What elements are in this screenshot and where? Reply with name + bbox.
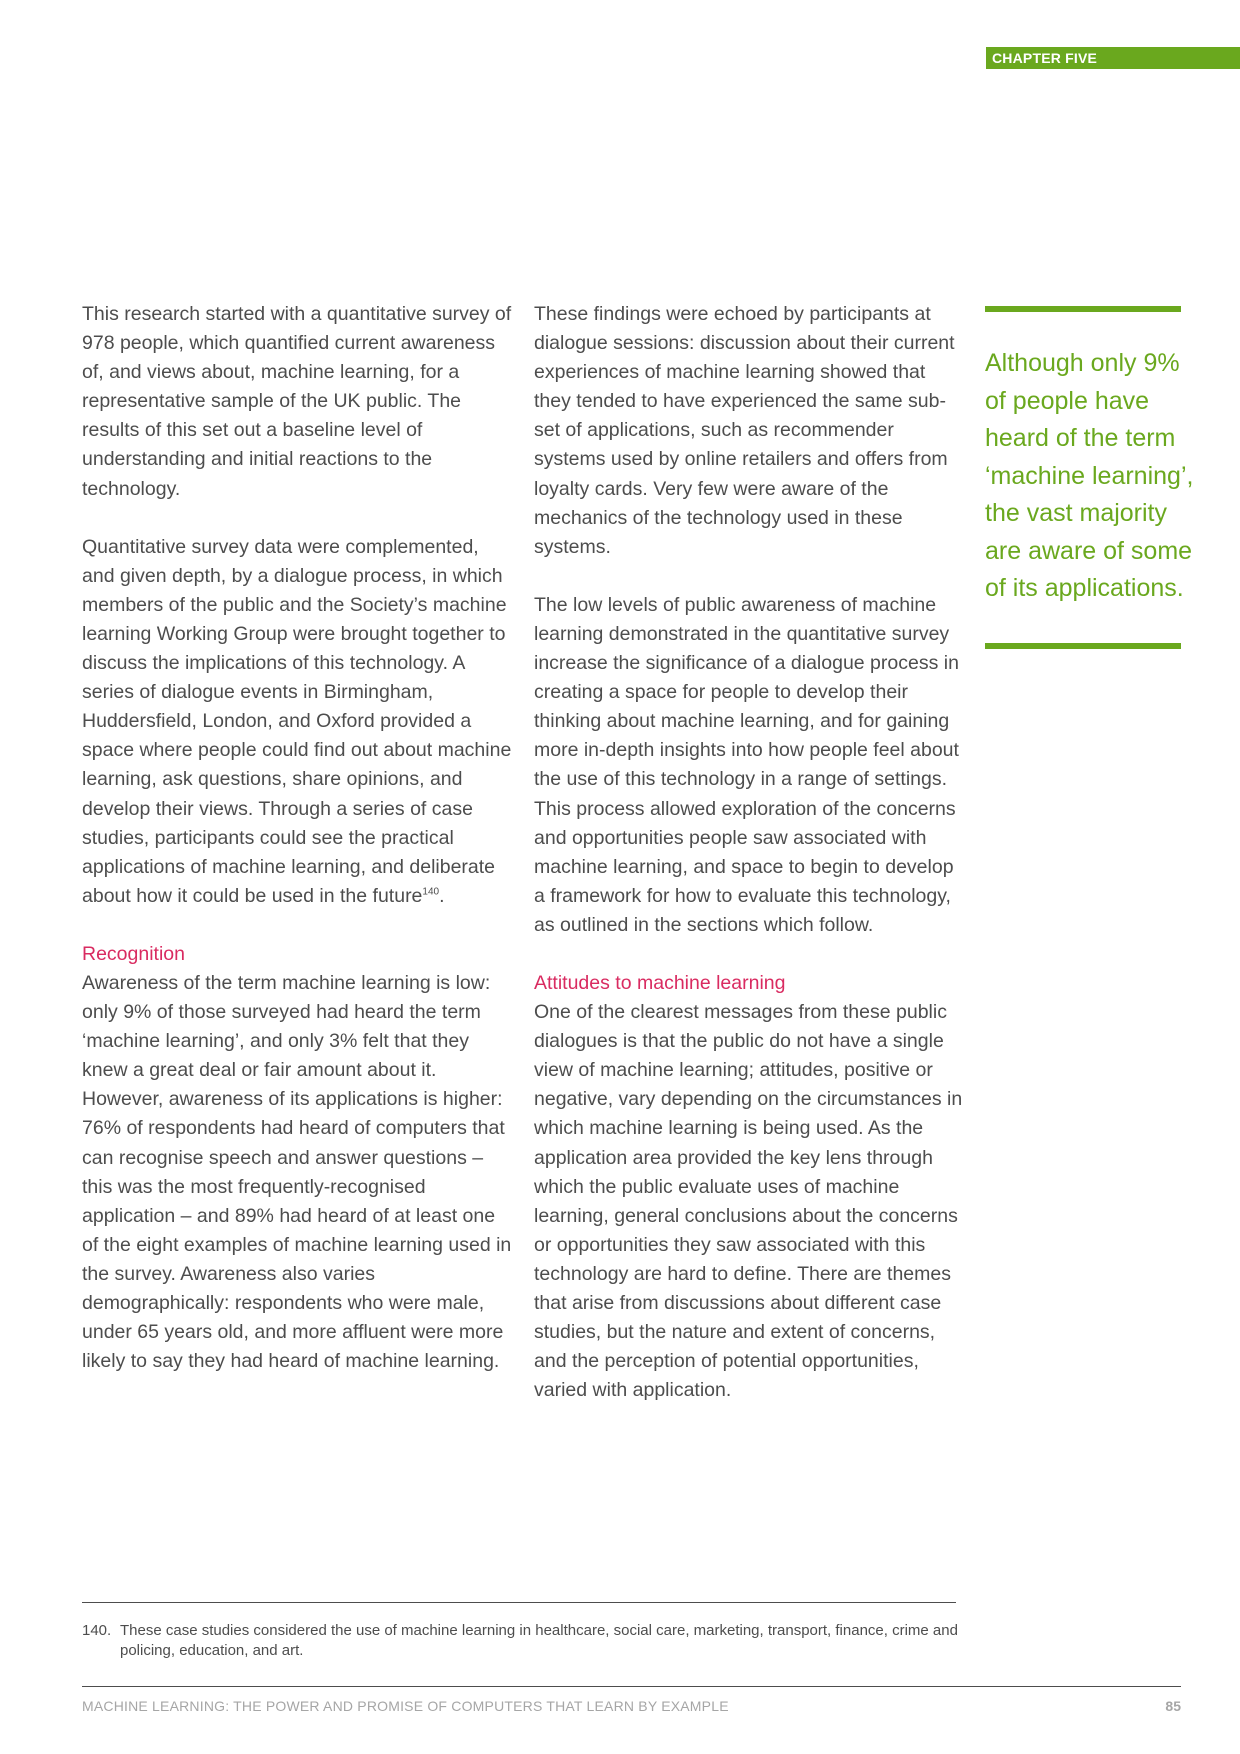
footer-title: MACHINE LEARNING: THE POWER AND PROMISE OF COMPUTERS THAT LEARN BY EXAMPLE [82,1698,729,1714]
footer-divider [82,1686,1181,1687]
section-heading-attitudes: Attitudes to machine learning [534,971,786,994]
footnote-divider [82,1602,956,1603]
middle-paragraph-2: The low levels of public awareness of machine learning demonstrated in the quantitative survey increase the significance of a dialogue process in creating a space for people to develop their thinking about machine learning, and for gaining more in-depth insights into how people feel about the use of this technology in a range of settings. This process allowed exploration of the concerns and opportunities people saw associated with machine learning, and space to begin to develop a framework for how to evaluate this technology, as outlined in the sections which follow. [534,593,959,936]
footnote-reference[interactable]: 140 [422,886,440,898]
pull-quote-bottom-rule [985,643,1181,649]
pull-quote: Although only 9% of people have heard of the term ‘machine learning’, the vast majority are aware of some of its applications. [985,349,1194,602]
page-number: 85 [1165,1698,1181,1714]
section-heading-recognition: Recognition [82,942,185,965]
left-paragraph-2-text: Quantitative survey data were complemented, and given depth, by a dialogue process, in which members of the public and the Society’s machine learning Working Group were brought together to discuss the implications of this technology. A series of dialogue events in Birmingham, Huddersfield, London, and Oxford provided a space where people could find out about machine learning, ask questions, share opinions, and develop their views. Through a series of case studies, participants could see the practical applications of machine learning, and deliberate about how it could be used in the future [82,535,512,907]
chapter-label: CHAPTER FIVE [986,47,1240,69]
middle-paragraph-1: These findings were echoed by participants at dialogue sessions: discussion about their current experiences of machine learning showed that they tended to have experienced the same sub-set of applications, such as recommender systems used by online retailers and offers from loyalty cards. Very few were aware of the mechanics of the technology used in these systems. [534,303,955,558]
footnote-text: These case studies considered the use of machine learning in healthcare, social care, marketing, transport, finance, crime and policing, education, and art. [120,1622,958,1659]
footnote-number: 140. [82,1622,112,1639]
left-paragraph-2 [82,533,512,911]
middle-column [534,300,964,1434]
left-column [82,300,512,1405]
footnote [82,1621,962,1661]
middle-paragraph-3: One of the clearest messages from these public dialogues is that the public do not have a single view of machine learning; attitudes, positive or negative, vary depending on the circumstances in which machine learning is being used. As the application area provided the key lens through which the public evaluate uses of machine learning, general conclusions about the concerns or opportunities they saw associated with this technology are hard to define. There are themes that arise from discussions about different case studies, but the nature and extent of concerns, and the perception of potential opportunities, varied with application. [534,1001,963,1402]
left-paragraph-2-end: . [439,884,445,907]
pull-quote-top-rule [985,306,1181,312]
left-paragraph-1: This research started with a quantitative survey of 978 people, which quantified current awareness of, and views about, machine learning, for a representative sample of the UK public. The results of this set out a baseline level of understanding and initial reactions to the technology. [82,303,512,500]
left-paragraph-3: Awareness of the term machine learning is low: only 9% of those surveyed had heard the term ‘machine learning’, and only 3% felt that they knew a great deal or fair amount about it. However, awareness of its applications is higher: 76% of respondents had heard of computers that can recognise speech and answer questions – this was the most frequently-recognised application – and 89% had heard of at least one of the eight examples of machine learning used in the survey. Awareness also varies demographically: respondents who were male, under 65 years old, and more affluent were more likely to say they had heard of machine learning. [82,971,512,1373]
